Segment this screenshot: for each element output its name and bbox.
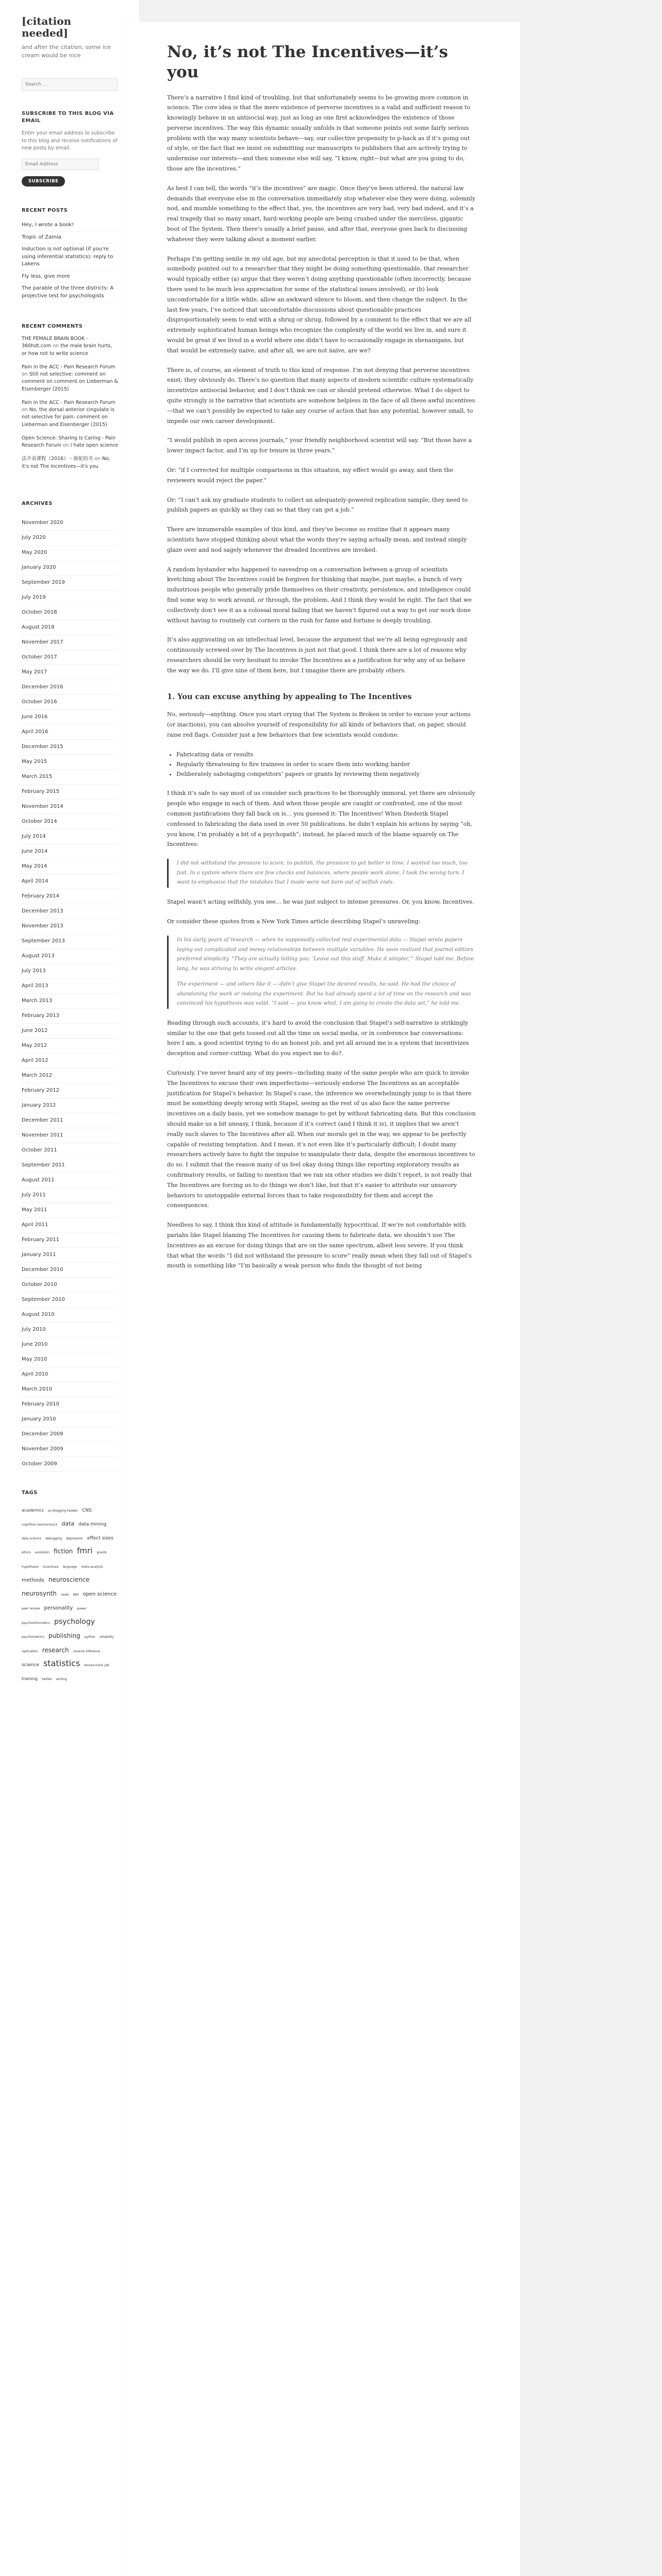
comment-item <box>22 364 119 393</box>
archive-link[interactable]: October 2014 <box>22 815 118 829</box>
sidebar <box>0 0 139 2576</box>
archive-link[interactable]: December 2015 <box>22 740 118 755</box>
recent-comments-list <box>22 335 119 470</box>
archive-link[interactable]: November 2009 <box>22 1442 118 1457</box>
tag-link[interactable]: neuroscience <box>48 1576 90 1584</box>
tag-link[interactable]: open science <box>82 1591 117 1598</box>
tag-link[interactable]: effect sizes <box>87 1536 113 1541</box>
recent-post-link[interactable]: Fly less, give more <box>22 271 118 283</box>
archive-link[interactable]: November 2017 <box>22 635 118 650</box>
tag-link[interactable]: data mining <box>78 1521 107 1527</box>
archive-link[interactable]: April 2010 <box>22 1367 118 1382</box>
recent-posts-list <box>22 219 118 302</box>
archive-link[interactable]: July 2010 <box>22 1323 118 1337</box>
tags-title: TAGS <box>22 1489 38 1496</box>
recent-post-link[interactable]: The parable of the three districts: A projective test for psychologists <box>22 283 118 302</box>
comment-on: on <box>22 407 28 413</box>
comment-on: on <box>62 443 69 449</box>
archive-link[interactable]: February 2014 <box>22 889 118 904</box>
tag-link[interactable]: evolution <box>35 1551 49 1555</box>
comment-post-link[interactable]: the male brain hurts, or how not to write science <box>22 343 112 357</box>
tag-link[interactable]: fmri <box>77 1546 93 1556</box>
post-body <box>167 93 476 1272</box>
archive-link[interactable]: October 2010 <box>22 1278 118 1293</box>
archive-link[interactable]: June 2012 <box>22 1024 118 1039</box>
tag-link[interactable]: hypothesis <box>22 1565 39 1569</box>
archive-link[interactable]: May 2015 <box>22 755 118 770</box>
paragraph: Or: “if I corrected for multiple comparisons in this situation, my effect would go away, and then the reviewers would reject the paper.” <box>167 467 454 484</box>
tag-link[interactable]: python <box>84 1635 95 1639</box>
archive-link[interactable]: September 2010 <box>22 1293 118 1308</box>
tag-link[interactable]: news <box>60 1593 69 1597</box>
archive-link[interactable]: October 2018 <box>22 605 118 620</box>
archive-link[interactable]: October 2016 <box>22 695 118 710</box>
archive-link[interactable]: December 2010 <box>22 1263 118 1278</box>
tags-widget <box>22 1489 118 1684</box>
archive-link[interactable]: May 2020 <box>22 546 118 561</box>
tag-link[interactable]: debugging <box>45 1537 62 1541</box>
recent-posts-widget <box>22 207 118 302</box>
main-content <box>123 22 520 2576</box>
archive-link[interactable]: May 2011 <box>22 1203 118 1218</box>
archive-link[interactable]: December 2011 <box>22 1113 118 1128</box>
archives-title: ARCHIVES <box>22 500 53 506</box>
tag-link[interactable]: fiction <box>54 1548 73 1555</box>
archive-link[interactable]: April 2016 <box>22 725 118 740</box>
paragraph: Or: “I can’t ask my graduate students to collect an adequately-powered replication sample; they need to publish papers as quickly as they can so that they can get a job.” <box>167 496 468 514</box>
search-input[interactable] <box>22 78 118 91</box>
tag-cloud <box>22 1502 120 1684</box>
archive-link[interactable]: September 2011 <box>22 1158 118 1173</box>
subscribe-title: SUBSCRIBE TO THIS BLOG VIA EMAIL <box>22 110 114 124</box>
archive-link[interactable]: December 2016 <box>22 680 118 695</box>
archive-link[interactable]: December 2013 <box>22 904 118 919</box>
archive-link[interactable]: October 2017 <box>22 650 118 665</box>
comment-on: on <box>53 343 59 349</box>
archive-link[interactable]: June 2014 <box>22 844 118 859</box>
archive-link[interactable]: June 2016 <box>22 710 118 725</box>
archive-link[interactable]: November 2013 <box>22 919 118 934</box>
tag-link[interactable]: statistics <box>43 1658 80 1668</box>
archive-link[interactable]: April 2013 <box>22 979 118 994</box>
archive-link[interactable]: December 2009 <box>22 1427 118 1442</box>
comment-post-link[interactable]: I hate open science <box>70 443 119 449</box>
comment-author[interactable]: Open Science: Sharing Is Caring - Pain Research Forum <box>22 435 116 449</box>
archives-widget <box>22 500 118 1472</box>
archive-link[interactable]: November 2011 <box>22 1128 118 1143</box>
archive-link[interactable]: August 2013 <box>22 949 118 964</box>
tag-link[interactable]: twitter <box>42 1677 52 1681</box>
list-item: • Regularly threatening to fire trainees in order to scare them into working harder <box>176 759 476 769</box>
quote-text: I did not withstand the pressure to score, to publish, the pressure to get better in time. I wanted too much, too fast. In a system where there are few checks and balances, where people work alone, I took the wrong turn. I want to emphasize that the mistakes that I made were not born out of selfish ends. <box>177 860 468 886</box>
paragraph: Curiously, I’ve never heard any of my peers—including many of the same people who are quick to invoke The Incentives to excuse their own imperfections—seriously endorse The Incentives as an acceptable justification for Stapel’s behavior. In Stapel’s case, the inference we overwhelmingly jump to is that there must be something deeply wrong with Stapel, seeing as the rest of us also face the same perverse incentives on a daily basis, yet we somehow manage to get by without fabricating data. But this conclusion should make us a bit uneasy, I think, because if it’s correct (and I think it is), it implies that we aren’t really such slaves to The Incentives after all. When our morals get in the way, we appear to be perfectly capable of resisting temptation. And I mean, it’s not even like it’s particularly difficult; I doubt many researchers actively have to fight the impulse to manipulate their data, despite the enormous incentives to do so. I submit that the reason many of us feel okay doing things like reporting exploratory results as confirmatory results, or failing to mention that we ran six other studies we didn’t report, is not really that The Incentives are forcing us to do things we don’t like, but that it’s easier to attribute our unsavory behaviors to unstoppable external forces than to take responsibility for them and accept the consequences. <box>167 1070 476 1209</box>
paragraph: A random bystander who happened to eavesdrop on a conversation between a group of scientists kvetching about The Incentives could be forgiven for thinking that maybe, just maybe, a bunch of very industrious people who generally pride themselves on their creativity, persistence, and intelligence could find some way to work around, or through, the problem. And I think they would be right. The fact that we collectively don’t see it as a colossal moral failing that we haven’t figured out a way to get our work done without having to routinely cut corners in the rush for fame and fortune is deeply troubling. <box>167 566 472 624</box>
archive-link[interactable]: April 2014 <box>22 874 118 889</box>
archive-link[interactable]: July 2013 <box>22 964 118 979</box>
archive-link[interactable]: February 2015 <box>22 785 118 800</box>
paragraph: Perhaps I’m getting senile in my old age, but my anecdotal perception is that it used to be that, when somebody pointed out to a researcher that they might be doing something questionable, that researcher would typically either (a) argue that they weren’t doing anything questionable (often incorrectly, because there used to be much less appreciation for some of the statistical issues involved), or (b) look uncomfortable for a little while, allow an awkward silence to bloom, and then change the subject. In the last few years, I’ve noticed that uncomfortable discussions about questionable practices disproportionately seem to end with a shrug or shrug, followed by a comment to the effect that we are all extremely sophisticated human beings who recognize the complexity of the world we live in, and sure it would be great if we lived in a world where one didn’t have to occasionally engage in shenanigans, but that would be extremely naive, and after all, we are not naive, are we? <box>167 255 472 354</box>
behavior-list <box>167 750 476 779</box>
recent-comments-title: RECENT COMMENTS <box>22 324 83 330</box>
email-field[interactable] <box>22 159 99 170</box>
tag-link[interactable]: reverse inference <box>73 1649 101 1653</box>
archive-link[interactable]: February 2011 <box>22 1233 118 1248</box>
blockquote <box>167 859 476 888</box>
tag-link[interactable]: depression <box>66 1537 83 1541</box>
comment-post-link[interactable]: No, the dorsal anterior cingulate is not selective for pain: comment on Lieberman and Eisenberger (2015) <box>22 407 114 428</box>
tag-link[interactable]: data science <box>22 1537 41 1541</box>
archive-link[interactable]: April 2012 <box>22 1054 118 1069</box>
tag-link[interactable]: psychology <box>54 1617 95 1626</box>
tag-link[interactable]: ay blogging header <box>47 1509 78 1513</box>
tag-link[interactable]: ethics <box>22 1551 31 1555</box>
comment-on: on <box>94 456 101 462</box>
tag-link[interactable]: writing <box>56 1677 67 1681</box>
tag-link[interactable]: reliability <box>99 1635 114 1639</box>
tag-link[interactable]: NIH <box>73 1593 79 1597</box>
paragraph: There are innumerable examples of this kind, and they’ve become so routine that it appears many scientists have stopped thinking about what the words they’re saying actually mean, and instead simply glaze over and nod sagely whenever the dreaded Incentives are invoked. <box>167 526 467 553</box>
archive-link[interactable]: July 2020 <box>22 531 118 546</box>
comment-author[interactable]: Pain in the ACC - Pain Research Forum <box>22 364 115 370</box>
section-heading: 1. You can excuse anything by appealing to The Incentives <box>167 692 412 701</box>
archive-link[interactable]: January 2010 <box>22 1412 118 1427</box>
tag-link[interactable]: cognitive neuroscience <box>22 1522 58 1527</box>
archive-link[interactable]: September 2019 <box>22 575 118 590</box>
archive-link[interactable]: October 2009 <box>22 1457 118 1472</box>
quote-text: The experiment — and others like it — didn’t give Stapel the desired results, he said. He had the choice of abandoning the work or redoing the experiment. But he had already spent a lot of time on the research and was convinced his hypothesis was valid. “I said — you know what, I am going to create the data set,” he told me. <box>177 981 471 1007</box>
archive-link[interactable]: March 2010 <box>22 1382 118 1397</box>
tag-link[interactable]: meta-analysis <box>81 1565 103 1569</box>
recent-post-link[interactable]: Tropic of Zamia <box>22 232 118 244</box>
quote-text: In his early years of research — when he supposedly collected real experimental data — Stapel wrote papers laying out complicated and messy relationships between multiple variables. He soon realized that journal editors preferred simplicity. “They are actually telling you: ‘Leave out this stuff. Make it simpler,’” Stapel told me. Before long, he was striving to write elegant articles. <box>177 937 474 972</box>
tag-link[interactable]: academics <box>22 1507 44 1513</box>
archive-link[interactable]: March 2012 <box>22 1069 118 1083</box>
post-article <box>167 42 476 1271</box>
archive-link[interactable]: March 2013 <box>22 994 118 1009</box>
comment-author[interactable]: THE FEMALE BRAIN BOOK - 360hdt.com <box>22 336 88 349</box>
tag-link[interactable]: methods <box>22 1578 44 1584</box>
site-description: and after the citation, some ice cream would be nice <box>22 44 111 59</box>
tag-link[interactable]: personality <box>44 1605 73 1612</box>
archive-link[interactable]: March 2015 <box>22 770 118 785</box>
tag-link[interactable]: peer review <box>22 1607 40 1611</box>
paragraph: It’s also aggravating on an intellectual level, because the argument that we’re all being egregiously and continuously screwed over by The Incentives is just not that good. I think there are a lot of reasons why researchers should be very hesitant to invoke The Incentives as a justification for why any of us behave the way we do. I’ll give nine of them here, but I imagine there are probably others. <box>167 636 467 674</box>
comment-item <box>22 435 119 450</box>
tag-link[interactable]: training <box>22 1676 38 1681</box>
paragraph: Or consider these quotes from a New York Times article describing Stapel’s unraveling: <box>167 918 421 925</box>
archive-link[interactable]: January 2011 <box>22 1248 118 1263</box>
paragraph: As best I can tell, the words “it’s the incentives” are magic. Once they’ve been uttered, the natural law demands that everyone else in the conversation immediately stop whatever else they were doing, solemnly nod, and mumble something to the effect that, yes, the incentives are very bad, very bad indeed, and it’s a real tragedy that so many smart, hard-working people are being crushed under the merciless, gigantic boot of The System. Then there’s usually a brief pause, and after that, everyone goes back to discussing whatever they were talking about a moment earlier. <box>167 184 475 243</box>
archive-link[interactable]: August 2010 <box>22 1308 118 1323</box>
archive-link[interactable]: July 2011 <box>22 1188 118 1203</box>
site-title[interactable]: [citation needed] <box>22 15 72 39</box>
comment-item <box>22 335 119 358</box>
archive-link[interactable]: November 2020 <box>22 516 118 531</box>
paragraph: I think it’s safe to say most of us consider such practices to be thoroughly immoral, yet there are obviously people who engage in each of them. And when those people are caught or confronted, one of the most common justifications they fall back on is… you guessed it: The Incentives! When Diederik Stapel confessed to fabricating the data used in over 50 publications, he didn’t explain his actions by saying “oh, you know, I’m probably a bit of a psychopath”; instead, he placed much of the blame squarely on The Incentives: <box>167 790 475 848</box>
tag-link[interactable]: neurosynth <box>22 1590 57 1598</box>
paragraph: “I would publish in open access journals,” your friendly neighborhood scientist will say. “But those have a lower impact factor, and I’m up for tenure in three years.” <box>167 437 472 454</box>
post-title: No, it’s not The Incentives—it’s you <box>167 43 448 81</box>
paragraph: There is, of course, an element of truth to this kind of response. I’m not denying that perverse incentives exist; they obviously do. There’s no question that many aspects of modern scientific culture systematically incentivize antisocial behavior, and I don’t think we can or should pretend otherwise. What I do object to quite strongly is the narrative that scientists are somehow helpless in the face of all these awful incentives—that we can’t possibly be expected to take any course of action that has any potential, however small, to impede our own career development. <box>167 366 475 425</box>
tag-link[interactable]: incentives <box>42 1565 59 1569</box>
tag-link[interactable]: language <box>62 1565 77 1569</box>
archive-link[interactable]: January 2012 <box>22 1098 118 1113</box>
subscribe-button[interactable]: SUBSCRIBE <box>22 176 65 187</box>
tag-link[interactable]: science <box>22 1662 39 1668</box>
archive-link[interactable]: February 2012 <box>22 1083 118 1098</box>
archive-link[interactable]: July 2014 <box>22 829 118 844</box>
tag-link[interactable]: research <box>42 1646 69 1654</box>
comment-item <box>22 455 119 470</box>
tag-link[interactable]: publishing <box>48 1632 80 1640</box>
tag-link[interactable]: replication <box>22 1649 38 1653</box>
tag-link[interactable]: grants <box>96 1551 107 1555</box>
paragraph: Stapel wasn’t acting selfishly, you see… he was just subject to intense pressures. Or, you know, Incentives. <box>167 898 474 905</box>
tag-link[interactable]: CNS <box>82 1507 92 1513</box>
archive-link[interactable]: February 2010 <box>22 1397 118 1412</box>
comment-author[interactable]: Pain in the ACC - Pain Research Forum <box>22 399 115 405</box>
recent-comments-widget <box>22 323 118 470</box>
archive-link[interactable]: August 2011 <box>22 1173 118 1188</box>
list-item: • Fabricating data or results <box>176 750 476 759</box>
archive-link[interactable]: February 2013 <box>22 1009 118 1024</box>
subscribe-widget <box>22 110 118 187</box>
archive-link[interactable]: April 2011 <box>22 1218 118 1233</box>
archive-link[interactable]: May 2010 <box>22 1352 118 1367</box>
paragraph: Reading through such accounts, it’s hard to avoid the conclusion that Stapel’s self-narrative is strikingly similar to the one that gets tossed out all the time on social media, or in conference bar conversations: here I am, a good scientist trying to do an honest job, and yet all around me is a system that incentivizes deception and corner-cutting. What do you expect me to do?. <box>167 1019 469 1057</box>
paragraph: There’s a narrative I find kind of troubling, but that unfortunately seems to be growing more common in science. The core idea is that the mere existence of perverse incentives is a valid and sufficient reason to knowingly behave in an antisocial way, just as long as one first acknowledges the existence of those perverse incentives. The way this dynamic usually unfolds is that someone points out some fairly serious problem with the way many scientists behave—say, our collective propensity to p-hack as if it’s going out of style, or the fact that we insist on submitting our manuscripts to publishers that are actively trying to undermine our interests—and then someone else will say, “I know, right—but what are you going to do, those are the incentives.” <box>167 94 471 173</box>
archive-link[interactable]: May 2012 <box>22 1039 118 1054</box>
tag-link[interactable]: psychometrics <box>22 1635 44 1639</box>
tag-link[interactable]: power <box>77 1607 87 1611</box>
archive-link[interactable]: June 2010 <box>22 1337 118 1352</box>
comment-post-link[interactable]: No, it's not The Incentives—it's you <box>22 456 111 469</box>
archive-link[interactable]: May 2014 <box>22 859 118 874</box>
archive-link[interactable]: May 2017 <box>22 665 118 680</box>
comment-on: on <box>22 371 28 378</box>
archive-link[interactable]: October 2011 <box>22 1143 118 1158</box>
paragraph: No, seriously—anything. Once you start crying that The System is Broken in order to excuse your actions (or inactions), you can absolve yourself of responsibility for all kinds of behaviors that, on paper, should raise red flags. Consider just a few behaviors that few scientists would condone: <box>167 711 471 738</box>
tag-link[interactable]: psychoinformatics <box>22 1621 50 1625</box>
tag-link[interactable]: tenure-track job <box>84 1663 109 1667</box>
recent-posts-title: RECENT POSTS <box>22 208 68 214</box>
archive-link[interactable]: August 2018 <box>22 620 118 635</box>
archive-link[interactable]: November 2014 <box>22 800 118 815</box>
comment-author[interactable]: 法不责课程（2016） - 骆驼的书 <box>22 456 93 462</box>
recent-post-link[interactable]: Hey, I wrote a book! <box>22 219 118 232</box>
archives-list <box>22 516 118 1472</box>
comment-item <box>22 399 119 429</box>
archive-link[interactable]: January 2020 <box>22 561 118 575</box>
archive-link[interactable]: July 2019 <box>22 590 118 605</box>
comment-post-link[interactable]: Still not selective: comment on comment on comment on Lieberman & Eisenberger (2015) <box>22 371 118 392</box>
tag-link[interactable]: data <box>61 1520 75 1527</box>
recent-post-link[interactable]: Induction is not optional (if you're using inferential statistics): reply to Lakens <box>22 244 118 271</box>
list-item: • Deliberately sabotaging competitors’ papers or grants by reviewing them negatively <box>176 769 476 779</box>
blockquote <box>167 936 476 1009</box>
subscribe-text: Enter your email address to subscribe to this blog and receive notifications of new posts by email. <box>22 130 118 151</box>
archive-link[interactable]: September 2013 <box>22 934 118 949</box>
paragraph: Needless to say, I think this kind of attitude is fundamentally hypocritical. If we’re not comfortable with pariahs like Stapel blaming The Incentives for causing them to fabricate data, we shouldn’t use The Incentives as an excuse for doing things that are on the same spectrum, albeit less severe. If you think that what the words “I did not withstand the pressure to score” really mean when they fall out of Stapel’s mouth is something like “I’m basically a weak person who finds the thought of not being <box>167 1222 472 1269</box>
